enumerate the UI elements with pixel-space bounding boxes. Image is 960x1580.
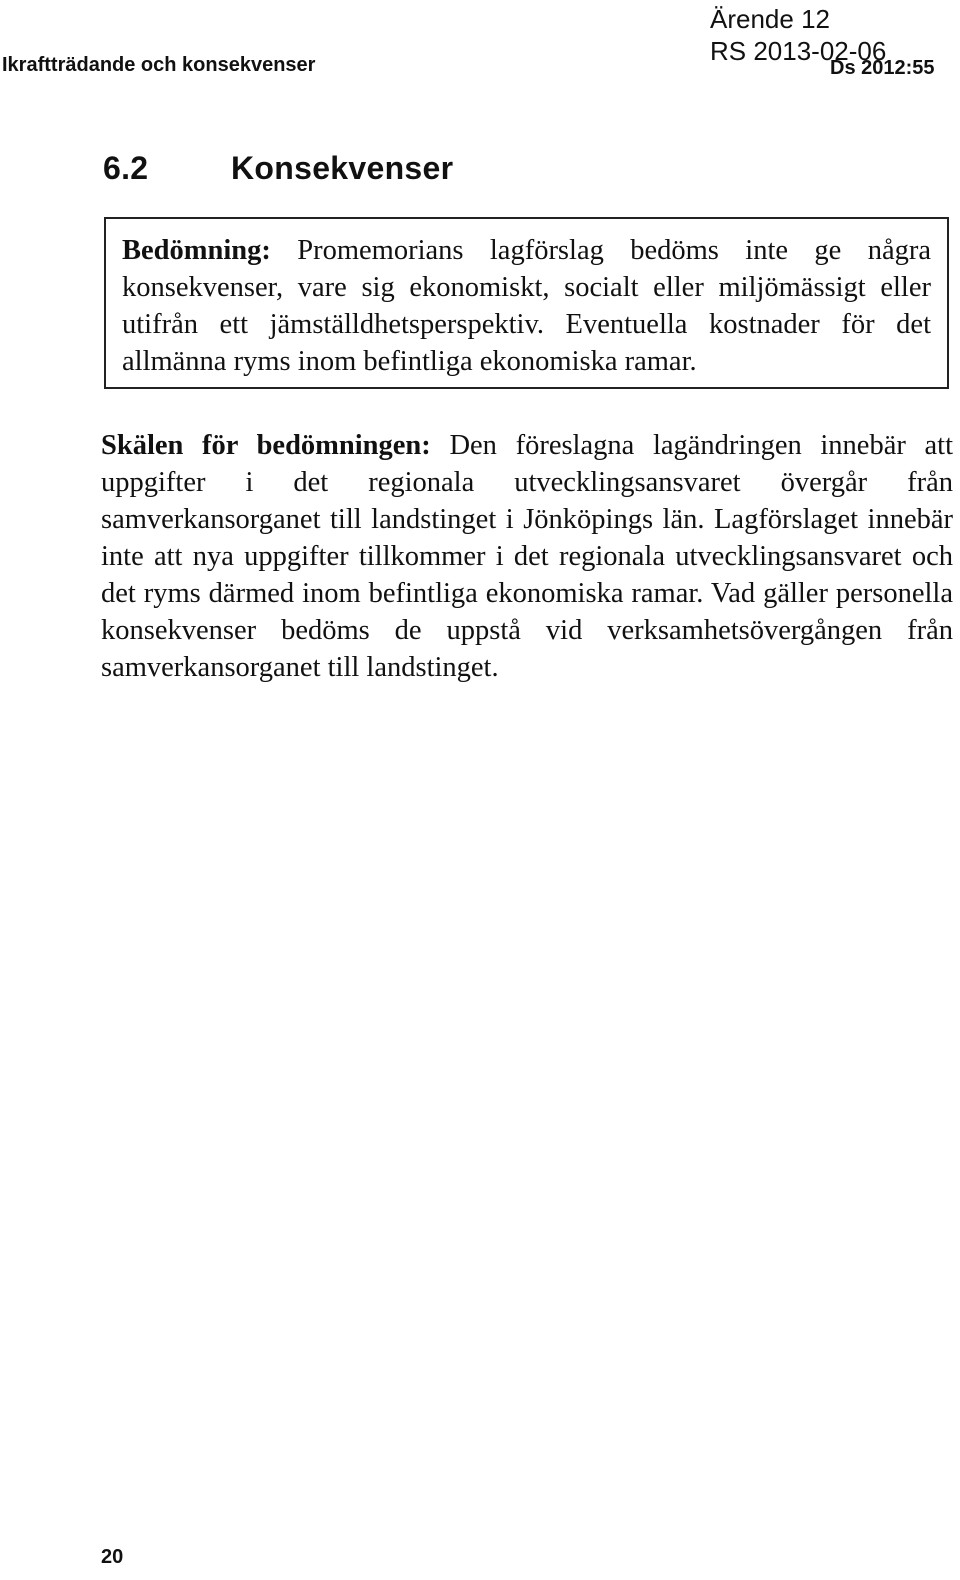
reasons-text: Den föreslagna lagändringen innebär att uppgifter i det regionala utvecklingsansvaret övergår från samverkansorganet till landstinget i Jönköpings län. Lagförslaget innebär inte att nya uppgifter tillkommer i det regionala utvecklingsansvaret och det ryms därmed inom befintliga ekonomiska ramar. Vad gäller personella konsekvenser bedöms de uppstå vid verksamhetsövergången från samverkansorganet till landstinget.: [101, 430, 953, 683]
reasons-paragraph: [101, 427, 953, 686]
assessment-text: Promemorians lagförslag bedöms inte ge några konsekvenser, vare sig ekonomiskt, socialt eller miljömässigt eller utifrån ett jämställdhetsperspektiv. Eventuella kostnader för det allmänna ryms inom befintliga ekonomiska ramar.: [122, 235, 931, 377]
stamp-case-number: Ärende 12: [710, 4, 830, 34]
section-title: Konsekvenser: [231, 150, 454, 186]
document-reference: Ds 2012:55: [830, 57, 935, 79]
assessment-paragraph: [122, 232, 931, 380]
section-number: 6.2: [103, 150, 149, 186]
reasons-lead: Skälen för bedömningen:: [101, 430, 431, 461]
running-head: Ikraftträdande och konsekvenser: [2, 54, 316, 76]
assessment-lead: Bedömning:: [122, 235, 271, 266]
stamp-date: RS 2013-02-06: [710, 36, 887, 66]
page-number: 20: [101, 1546, 124, 1568]
reasons-section: [101, 427, 953, 686]
section-heading: [103, 150, 453, 187]
assessment-box: [104, 217, 949, 389]
